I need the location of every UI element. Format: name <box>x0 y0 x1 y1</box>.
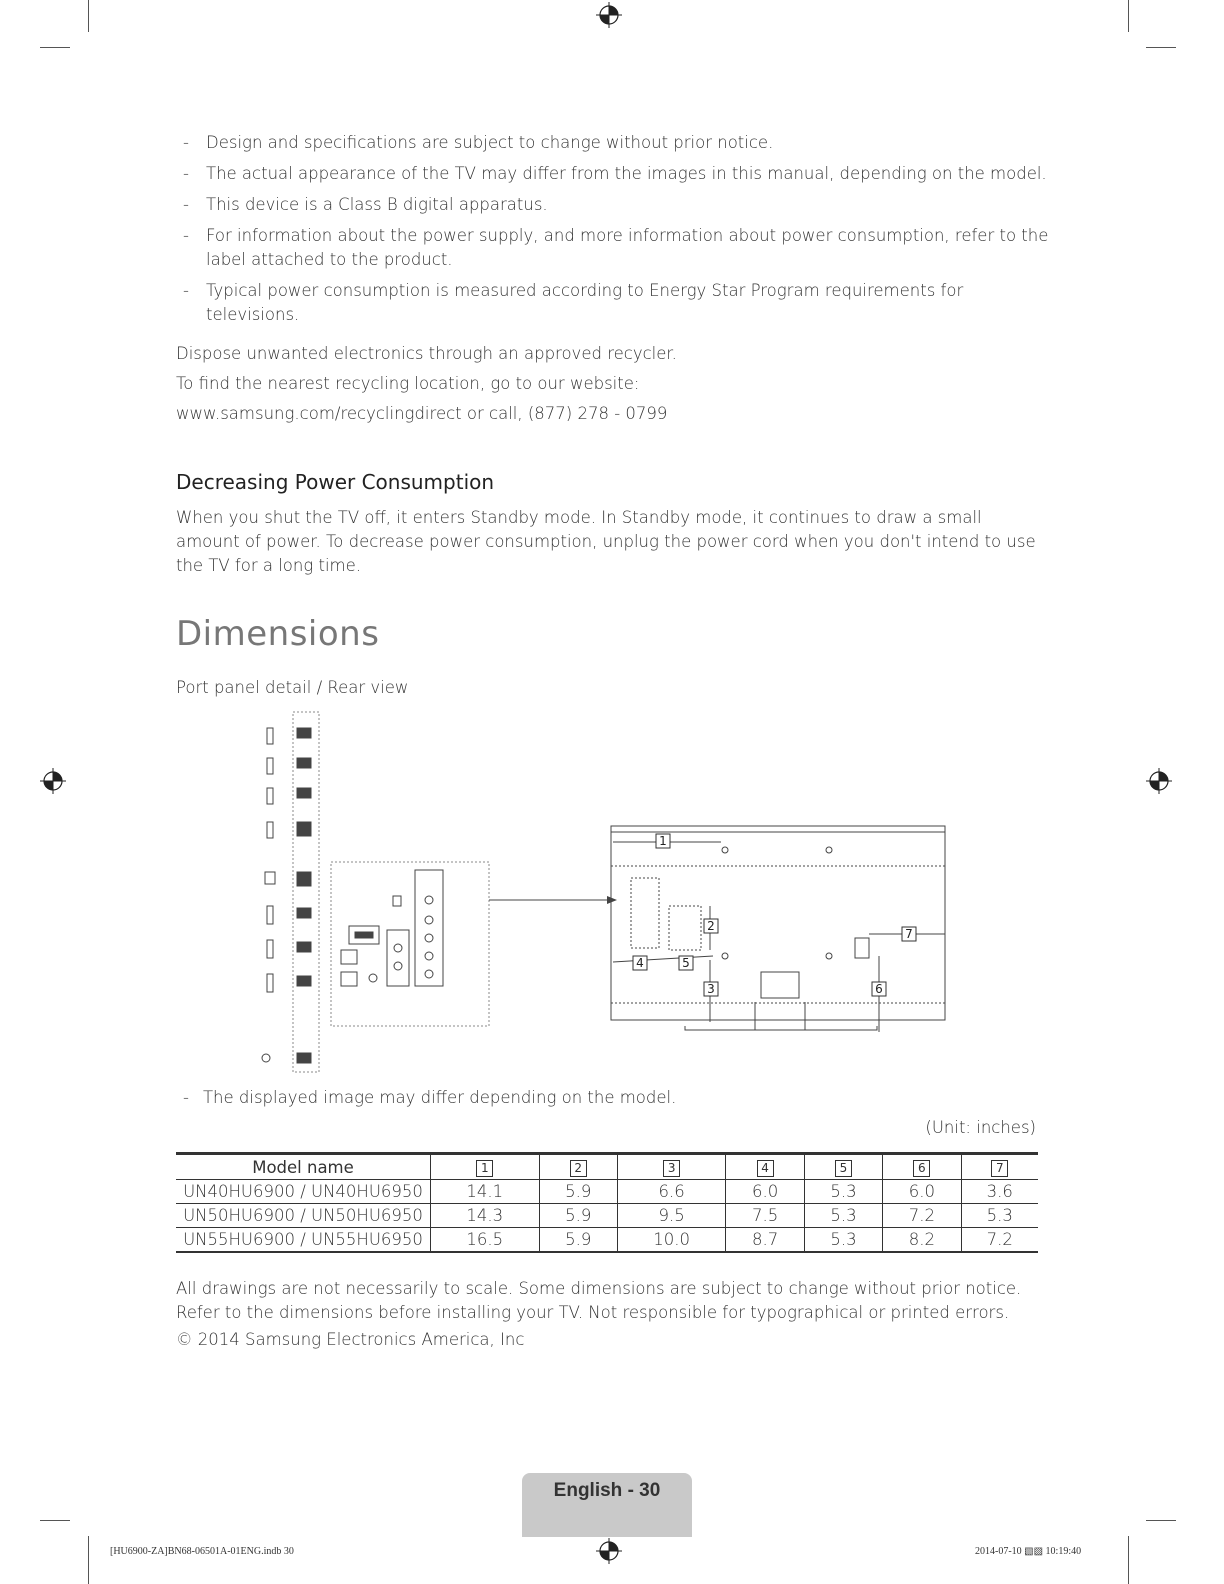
dimension-label-4 <box>633 956 647 970</box>
dimension-label-2 <box>704 919 718 933</box>
crop-mark <box>1128 1536 1129 1584</box>
column-header: 5 <box>804 1154 882 1180</box>
print-timestamp: 2014-07-10 ▧▧ 10:19:40 <box>975 1546 1082 1557</box>
crop-mark <box>1128 0 1129 32</box>
value-cell: 6.0 <box>883 1180 961 1204</box>
side-port-panel <box>262 712 319 1072</box>
note-item: - Design and specifications are subject to change without prior notice. <box>183 131 1053 155</box>
crop-mark <box>88 1536 89 1584</box>
value-cell: 10.0 <box>617 1228 726 1253</box>
note-item: - For information about the power supply, and more information about power consumption, refer to the label attached to the product. <box>183 224 1053 272</box>
diagram-caption: Port panel detail / Rear view <box>176 678 409 697</box>
table-header-row <box>176 1154 1038 1180</box>
svg-text:6: 6 <box>875 982 883 996</box>
svg-text:5: 5 <box>682 956 690 970</box>
recycling-line: Dispose unwanted electronics through an approved recycler. <box>176 344 677 363</box>
column-header: 7 <box>961 1154 1038 1180</box>
table-row <box>176 1228 1038 1253</box>
crop-mark <box>1146 47 1176 48</box>
svg-text:7: 7 <box>905 927 913 941</box>
recycling-info <box>176 339 876 429</box>
registration-mark-icon <box>40 768 66 794</box>
dimension-label-7 <box>902 927 916 941</box>
diagram-note: - The displayed image may differ depending on the model. <box>183 1088 677 1107</box>
dimension-label-6 <box>872 982 886 996</box>
svg-text:4: 4 <box>636 956 644 970</box>
registration-mark-icon <box>1146 768 1172 794</box>
crop-mark <box>1146 1520 1176 1521</box>
power-paragraph: When you shut the TV off, it enters Standby mode. In Standby mode, it continues to draw a small amount of power. To decrease power consumption, unplug the power cord when you don't intend to use the TV for a long time. <box>176 508 1036 575</box>
note-item: - The actual appearance of the TV may differ from the images in this manual, depending on the model. <box>183 162 1053 186</box>
tv-rear-outline <box>611 826 945 1030</box>
note-item: - Typical power consumption is measured according to Energy Star Program requirements for televisions. <box>183 279 1053 327</box>
recycling-website: www.samsung.com/recyclingdirect or call, (877) 278 - 0799 <box>176 404 668 423</box>
value-cell: 5.9 <box>539 1180 617 1204</box>
diagram-note-text: The displayed image may differ depending on the model. <box>202 1088 677 1107</box>
column-header: 3 <box>617 1154 726 1180</box>
value-cell: 7.2 <box>883 1204 961 1228</box>
value-cell: 8.2 <box>883 1228 961 1253</box>
column-header: 4 <box>726 1154 804 1180</box>
value-cell: 8.7 <box>726 1228 804 1253</box>
print-slug: [HU6900-ZA]BN68-06501A-01ENG.indb 30 <box>110 1546 294 1557</box>
value-cell: 5.3 <box>961 1204 1038 1228</box>
disclaimer-paragraph: All drawings are not necessarily to scale. Some dimensions are subject to change without prior notice. Refer to the dimensions before installing your TV. Not responsible for typographical or printed errors. <box>176 1279 1022 1322</box>
value-cell: 5.9 <box>539 1228 617 1253</box>
column-header: 6 <box>883 1154 961 1180</box>
registration-mark-icon <box>596 2 622 28</box>
svg-text:2: 2 <box>707 919 715 933</box>
value-cell: 5.3 <box>804 1204 882 1228</box>
page-number-badge: English - 30 <box>522 1473 692 1537</box>
crop-mark <box>40 47 70 48</box>
value-cell: 16.5 <box>431 1228 540 1253</box>
note-item: - This device is a Class B digital apparatus. <box>183 193 1053 217</box>
model-cell: UN55HU6900 / UN55HU6950 <box>176 1228 431 1253</box>
value-cell: 5.3 <box>804 1180 882 1204</box>
value-cell: 6.0 <box>726 1180 804 1204</box>
section-heading: Decreasing Power Consumption <box>176 470 495 494</box>
value-cell: 6.6 <box>617 1180 726 1204</box>
page-title: Dimensions <box>176 614 380 654</box>
table-row <box>176 1180 1038 1204</box>
svg-text:3: 3 <box>707 982 715 996</box>
value-cell: 7.5 <box>726 1204 804 1228</box>
value-cell: 14.1 <box>431 1180 540 1204</box>
crop-mark <box>88 0 89 32</box>
value-cell: 9.5 <box>617 1204 726 1228</box>
model-cell: UN50HU6900 / UN50HU6950 <box>176 1204 431 1228</box>
value-cell: 5.3 <box>804 1228 882 1253</box>
tv-dimension-diagram <box>255 710 955 1080</box>
crop-mark <box>40 1520 70 1521</box>
dimension-label-3 <box>704 982 718 996</box>
dimension-label-5 <box>679 956 693 970</box>
notes-list <box>183 131 1053 334</box>
column-header: 2 <box>539 1154 617 1180</box>
unit-label: (Unit: inches) <box>925 1118 1036 1137</box>
dimension-label-1 <box>656 834 670 848</box>
svg-text:1: 1 <box>659 834 667 848</box>
value-cell: 3.6 <box>961 1180 1038 1204</box>
value-cell: 5.9 <box>539 1204 617 1228</box>
column-header: 1 <box>431 1154 540 1180</box>
column-header-model: Model name <box>176 1154 431 1180</box>
dimensions-table <box>176 1152 1038 1253</box>
value-cell: 7.2 <box>961 1228 1038 1253</box>
value-cell: 14.3 <box>431 1204 540 1228</box>
registration-mark-icon <box>596 1538 622 1564</box>
copyright-text: © 2014 Samsung Electronics America, Inc <box>176 1330 525 1349</box>
rear-port-panel <box>331 862 489 1026</box>
table-row <box>176 1204 1038 1228</box>
recycling-line: To find the nearest recycling location, go to our website: <box>176 374 640 393</box>
model-cell: UN40HU6900 / UN40HU6950 <box>176 1180 431 1204</box>
